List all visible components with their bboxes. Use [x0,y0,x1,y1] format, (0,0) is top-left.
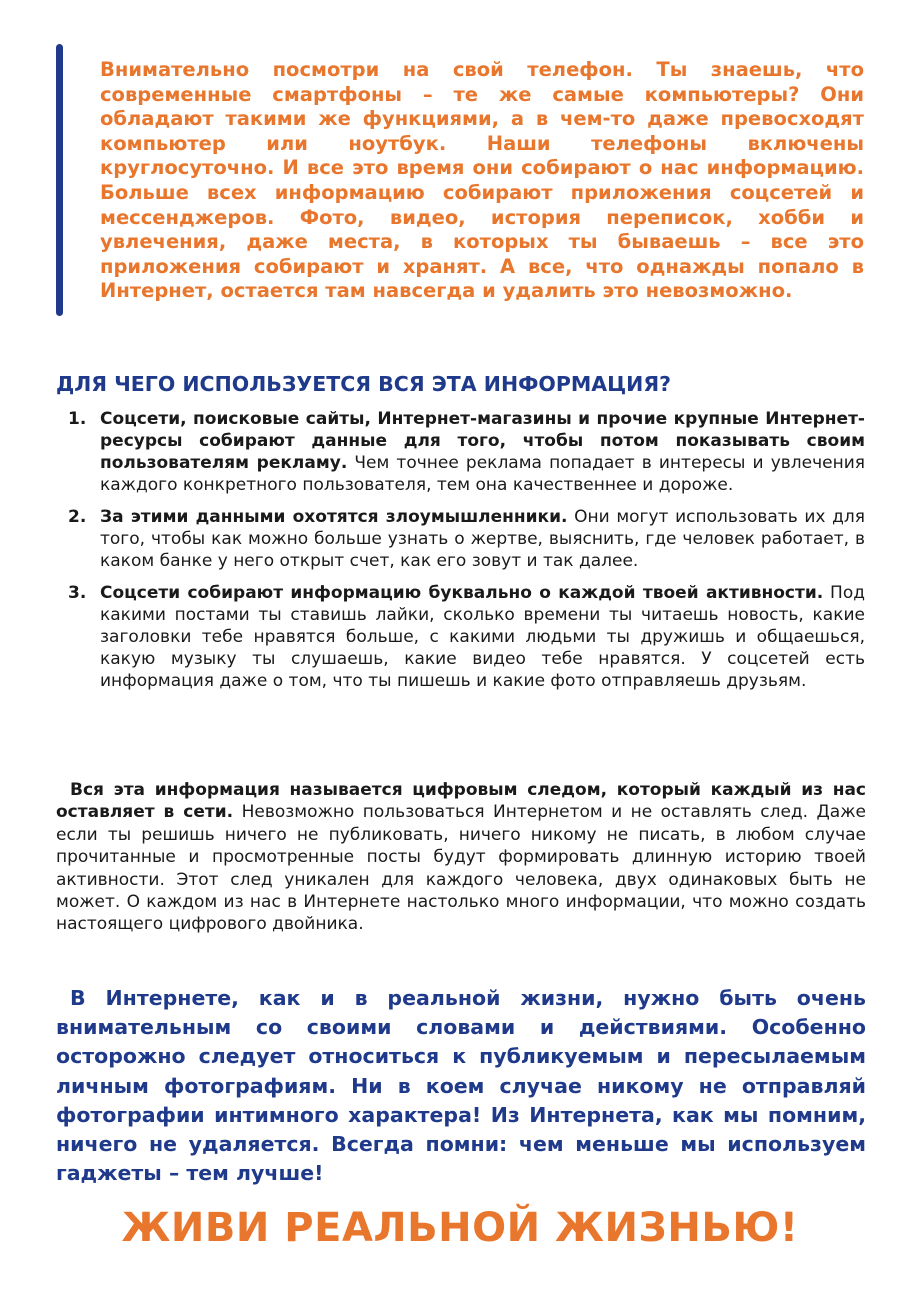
list-item-number: 3. [68,583,87,603]
list-item [62,408,865,496]
digital-footprint-paragraph [56,779,866,936]
list-item-bold-text: Соцсети собирают информацию буквально о каждой твоей активности. [100,583,824,603]
list-item-text: Они могут использовать их для того, чтобы как можно больше узнать о жертве, выяснить, где человек работает, в каком банке у него открыт счет, как его зовут и так далее. [100,507,866,571]
slogan: ЖИВИ РЕАЛЬНОЙ ЖИЗНЬЮ! [121,1205,799,1251]
list-item [62,506,865,572]
warning-paragraph: В Интернете, как и в реальной жизни, нужно быть очень внимательным со своими словами и действиями. Особенно осторожно следует относиться к публикуемым и пересылаемым личным фотографиям. Ни в коем случае никому не отправляй фотографии интимного характера! Из Интернета, как мы помним, ничего не удаляется. Всегда помни: чем меньше мы используем гаджеты – тем лучше! [56,986,866,1186]
intro-text: Внимательно посмотри на свой телефон. Ты знаешь, что современные смартфоны – те же самые компьютеры? Они обладают такими же функциями, а в чем-то даже превосходят компьютер или ноутбук. Наши телефоны включены круглосуточно. И все это время они собирают о нас информацию. Больше всех информацию собирают приложения соцсетей и мессенджеров. Фото, видео, история переписок, хобби и увлечения, даже места, в которых ты бываешь – все это приложения собирают и хранят. А все, что однажды попало в Интернет, остается там навсегда и удалить это невозможно. [100,58,864,303]
intro-accent-bar [56,44,63,316]
info-usage-list [62,408,865,702]
list-item-number: 1. [68,409,87,429]
list-item-number: 2. [68,507,87,527]
section-heading: ДЛЯ ЧЕГО ИСПОЛЬЗУЕТСЯ ВСЯ ЭТА ИНФОРМАЦИЯ? [56,372,671,396]
summary-text: Невозможно пользоваться Интернетом и не оставлять след. Даже если ты решишь ничего не публиковать, ничего никому не писать, в любом случае прочитанные и просмотренные посты будут формировать длинную историю твоей активности. Этот след уникален для каждого человека, двух одинаковых быть не может. О каждом из нас в Интернете настолько много информации, что можно создать настоящего цифрового двойника. [56,802,866,935]
list-item-bold-text: За этими данными охотятся злоумышленники. [100,507,568,527]
summary-bold-text: Вся эта информация называется цифровым следом, который каждый из нас оставляет в сети. [56,780,866,823]
list-item-text: Чем точнее реклама попадает в интересы и увлечения каждого конкретного пользователя, тем она качественнее и дороже. [100,453,865,495]
intro-block [56,44,866,316]
list-item [62,582,865,692]
list-item-text: Под какими постами ты ставишь лайки, сколько времени ты читаешь новость, какие заголовки тебе нравятся больше, с какими людьми ты дружишь и общаешься, какую музыку ты слушаешь, какие видео тебе нравятся. У соцсетей есть информация даже о том, что ты пишешь и какие фото отправляешь друзьям. [100,583,865,691]
list-item-bold-text: Соцсети, поисковые сайты, Интернет-магазины и прочие крупные Интернет-ресурсы собирают данные для того, чтобы потом показывать своим пользователям рекламу. [100,409,865,473]
